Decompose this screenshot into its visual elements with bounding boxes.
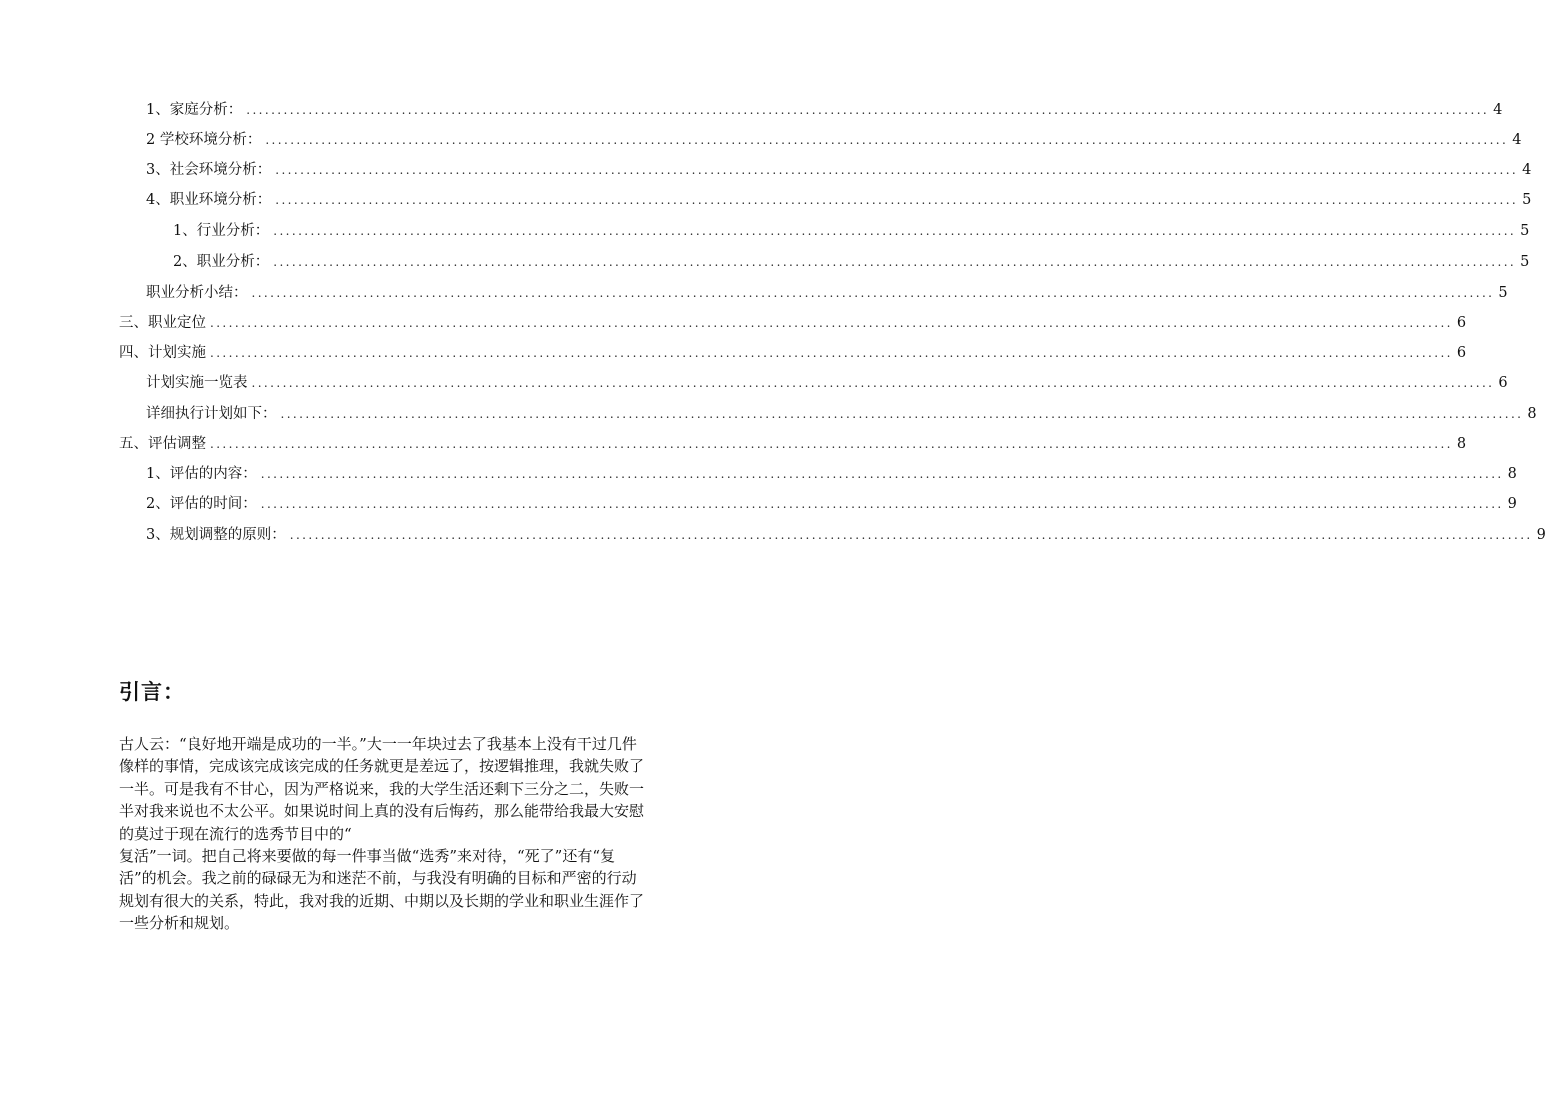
toc-entry-page: 8 [1456, 436, 1467, 452]
toc-entry-label: 1、行业分析： [173, 223, 270, 239]
toc-entry-page: 5 [1498, 285, 1508, 301]
toc-leader-dots: ........................................................................................................................................................................................................ [275, 193, 1519, 207]
toc-entry [119, 433, 1467, 455]
toc-leader-dots: ........................................................................................................................................................................................................ [251, 286, 1495, 300]
paragraph-line: 一半。可是我有不甘心，因为严格说来，我的大学生活还剩下三分之二，失败一 [119, 779, 645, 798]
paragraph-line: 复活”一词。把自己将来要做的每一件事当做“选秀”来对待，“死了”还有“复 [119, 846, 616, 865]
toc-entry [173, 220, 1530, 242]
toc-leader-dots: ........................................................................................................................................................................................................ [251, 376, 1495, 390]
toc-entry-label: 3、社会环境分析： [146, 162, 272, 178]
intro-heading: 引言： [119, 680, 185, 704]
paragraph-line: 活”的机会。我之前的碌碌无为和迷茫不前，与我没有明确的目标和严密的行动 [119, 869, 637, 888]
paragraph-line: 一些分析和规划。 [119, 914, 240, 933]
toc-leader-dots: ........................................................................................................................................................................................................ [260, 497, 1504, 511]
toc-leader-dots: ........................................................................................................................................................................................................ [273, 224, 1517, 238]
toc-entry-label: 三、职业定位 [119, 315, 206, 331]
toc-entry [146, 99, 1503, 121]
toc-entry [146, 129, 1522, 151]
toc-entry-page: 6 [1456, 315, 1467, 331]
toc-leader-dots: ........................................................................................................................................................................................................ [289, 528, 1533, 542]
toc-entry-label: 3、规划调整的原则： [146, 527, 286, 543]
toc-entry [146, 282, 1508, 304]
toc-leader-dots: ........................................................................................................................................................................................................ [273, 255, 1517, 269]
toc-entry [146, 493, 1517, 515]
toc-entry-label: 1、家庭分析： [146, 102, 243, 118]
toc-entry-page: 9 [1507, 496, 1517, 512]
toc-entry-label: 详细执行计划如下： [146, 406, 277, 422]
toc-entry-page: 4 [1493, 102, 1503, 118]
toc-entry [146, 463, 1517, 485]
toc-entry-page: 8 [1507, 466, 1517, 482]
toc-entry [146, 524, 1546, 546]
toc-leader-dots: ........................................................................................................................................................................................................ [246, 103, 1490, 117]
toc-leader-dots: ........................................................................................................................................................................................................ [210, 346, 1453, 360]
paragraph-line: 像样的事情，完成该完成该完成的任务就更是差远了，按逻辑推理，我就失败了 [119, 757, 645, 776]
toc-leader-dots: ........................................................................................................................................................................................................ [265, 133, 1509, 147]
toc-entry [146, 189, 1532, 211]
toc-entry-label: 职业分析小结： [146, 285, 248, 301]
toc-entry-page: 5 [1520, 254, 1530, 270]
toc-entry-label: 2、评估的时间： [146, 496, 257, 512]
toc-entry [146, 372, 1508, 394]
toc-entry-page: 4 [1512, 132, 1522, 148]
toc-entry-page: 9 [1536, 527, 1546, 543]
toc-entry-label: 五、评估调整 [119, 436, 206, 452]
intro-paragraph [119, 733, 664, 935]
toc-leader-dots: ........................................................................................................................................................................................................ [275, 163, 1519, 177]
toc-entry-page: 5 [1522, 192, 1532, 208]
toc-leader-dots: ........................................................................................................................................................................................................ [210, 437, 1453, 451]
toc-entry-label: 计划实施一览表 [146, 375, 248, 391]
toc-entry-page: 6 [1498, 375, 1508, 391]
toc-leader-dots: ........................................................................................................................................................................................................ [260, 467, 1504, 481]
toc-entry-label: 四、计划实施 [119, 345, 206, 361]
paragraph-line: 规划有很大的关系，特此，我对我的近期、中期以及长期的学业和职业生涯作了 [119, 891, 645, 910]
paragraph-line: 的莫过于现在流行的选秀节目中的“ [119, 824, 352, 843]
toc-entry [146, 403, 1537, 425]
toc-entry-label: 2、职业分析： [173, 254, 270, 270]
toc-entry [173, 251, 1530, 273]
toc-entry [146, 159, 1532, 181]
paragraph-line: 半对我来说也不太公平。如果说时间上真的没有后悔药，那么能带给我最大安慰 [119, 802, 645, 821]
toc-entry-page: 5 [1520, 223, 1530, 239]
toc-entry [119, 342, 1467, 364]
toc-entry-label: 1、评估的内容： [146, 466, 257, 482]
toc-entry-label: 2 学校环境分析： [146, 132, 262, 148]
paragraph-line: 古人云：“良好地开端是成功的一半。”大一一年块过去了我基本上没有干过几件 [119, 735, 637, 753]
toc-leader-dots: ........................................................................................................................................................................................................ [280, 407, 1524, 421]
toc-entry-label: 4、职业环境分析： [146, 192, 272, 208]
toc-entry-page: 8 [1527, 406, 1537, 422]
toc-entry-page: 6 [1456, 345, 1467, 361]
toc-entry-page: 4 [1522, 162, 1532, 178]
toc-leader-dots: ........................................................................................................................................................................................................ [210, 316, 1453, 330]
toc-entry [119, 312, 1467, 334]
